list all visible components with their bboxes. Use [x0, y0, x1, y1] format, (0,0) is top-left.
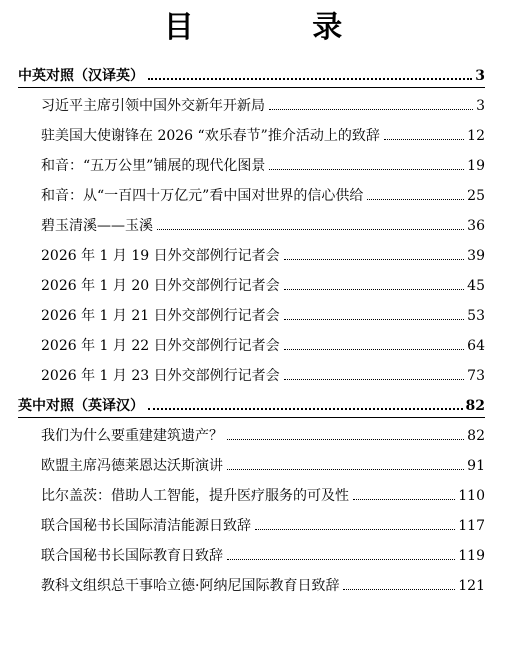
toc-entry[interactable]	[0, 208, 506, 238]
toc-section-page: 3	[475, 68, 485, 84]
section-underline	[18, 87, 485, 88]
toc-leader-dots	[284, 319, 465, 320]
toc-entry-label: 和音：从“一百四十万亿元”看中国对世界的信心供给	[41, 188, 364, 204]
toc-entry[interactable]	[0, 508, 506, 538]
toc-entry[interactable]	[0, 88, 506, 118]
toc-entry-label: 教科文组织总干事哈立德·阿纳尼国际教育日致辞	[41, 578, 340, 594]
toc-entry-page: 119	[458, 548, 485, 564]
toc-entry[interactable]	[0, 298, 506, 328]
toc-entry-label: 欧盟主席冯德莱恩达沃斯演讲	[41, 458, 223, 474]
toc-entry-page: 117	[458, 518, 485, 534]
toc-entry-label: 碧玉清溪——玉溪	[41, 218, 153, 234]
toc-leader-dots	[148, 78, 472, 80]
toc-entry-label: 驻美国大使谢锋在 2026 “欢乐春节”推介活动上的致辞	[41, 128, 380, 144]
toc-entry[interactable]	[0, 478, 506, 508]
toc-section-label: 中英对照（汉译英）	[18, 68, 144, 84]
toc-entry-page: 73	[467, 368, 485, 384]
toc-leader-dots	[148, 408, 463, 410]
section-underline	[18, 417, 485, 418]
toc-leader-dots	[284, 289, 465, 290]
toc-entry-label: 联合国秘书长国际教育日致辞	[41, 548, 223, 564]
toc-entry[interactable]	[0, 118, 506, 148]
toc-entry-label: 习近平主席引领中国外交新年开新局	[41, 98, 265, 114]
toc-section-page: 82	[465, 398, 485, 414]
toc-entry[interactable]	[0, 358, 506, 388]
toc-leader-dots	[227, 469, 464, 470]
toc-leader-dots	[384, 139, 464, 140]
toc-entry-page: 82	[467, 428, 485, 444]
toc-leader-dots	[269, 109, 473, 110]
toc-entry-label: 2026 年 1 月 20 日外交部例行记者会	[41, 278, 280, 294]
toc-entry-page: 91	[467, 458, 485, 474]
toc-title: 目 录	[163, 10, 397, 45]
toc-section-header[interactable]	[0, 58, 506, 88]
toc-entry-page: 19	[467, 158, 485, 174]
toc-entry-page: 121	[458, 578, 485, 594]
toc-leader-dots	[227, 559, 455, 560]
toc-entry-label: 2026 年 1 月 23 日外交部例行记者会	[41, 368, 280, 384]
toc-entry-page: 25	[467, 188, 485, 204]
toc-leader-dots	[269, 169, 464, 170]
toc-entry-label: 联合国秘书长国际清洁能源日致辞	[41, 518, 251, 534]
toc-entry-page: 64	[467, 338, 485, 354]
toc-section-label: 英中对照（英译汉）	[18, 398, 144, 414]
toc-leader-dots	[284, 349, 465, 350]
toc-leader-dots	[227, 439, 464, 440]
toc-entry[interactable]	[0, 268, 506, 298]
toc-leader-dots	[367, 199, 464, 200]
toc-entry-label: 比尔盖茨：借助人工智能，提升医疗服务的可及性	[41, 488, 349, 504]
toc-entry-page: 3	[476, 98, 485, 114]
toc-entry-page: 12	[467, 128, 485, 144]
toc-entry[interactable]	[0, 238, 506, 268]
toc-leader-dots	[353, 499, 455, 500]
toc-entry-label: 和音：“五万公里”铺展的现代化图景	[41, 158, 266, 174]
toc-entry-label: 2026 年 1 月 19 日外交部例行记者会	[41, 248, 280, 264]
toc-entry[interactable]	[0, 418, 506, 448]
toc-entry[interactable]	[0, 538, 506, 568]
toc-entry[interactable]	[0, 568, 506, 598]
toc-entry-page: 39	[467, 248, 485, 264]
toc-entry[interactable]	[0, 448, 506, 478]
toc-list	[0, 58, 506, 598]
toc-entry-label: 2026 年 1 月 22 日外交部例行记者会	[41, 338, 280, 354]
toc-entry[interactable]	[0, 148, 506, 178]
toc-entry-page: 36	[467, 218, 485, 234]
toc-entry[interactable]	[0, 178, 506, 208]
toc-entry-label: 我们为什么要重建建筑遗产？	[41, 428, 223, 444]
toc-entry[interactable]	[0, 328, 506, 358]
toc-entry-label: 2026 年 1 月 21 日外交部例行记者会	[41, 308, 280, 324]
toc-entry-page: 45	[467, 278, 485, 294]
toc-section-header[interactable]	[0, 388, 506, 418]
toc-entry-page: 110	[458, 488, 485, 504]
toc-entry-page: 53	[467, 308, 485, 324]
toc-leader-dots	[255, 529, 455, 530]
toc-leader-dots	[157, 229, 464, 230]
toc-leader-dots	[284, 379, 465, 380]
toc-leader-dots	[343, 589, 455, 590]
toc-leader-dots	[284, 259, 465, 260]
